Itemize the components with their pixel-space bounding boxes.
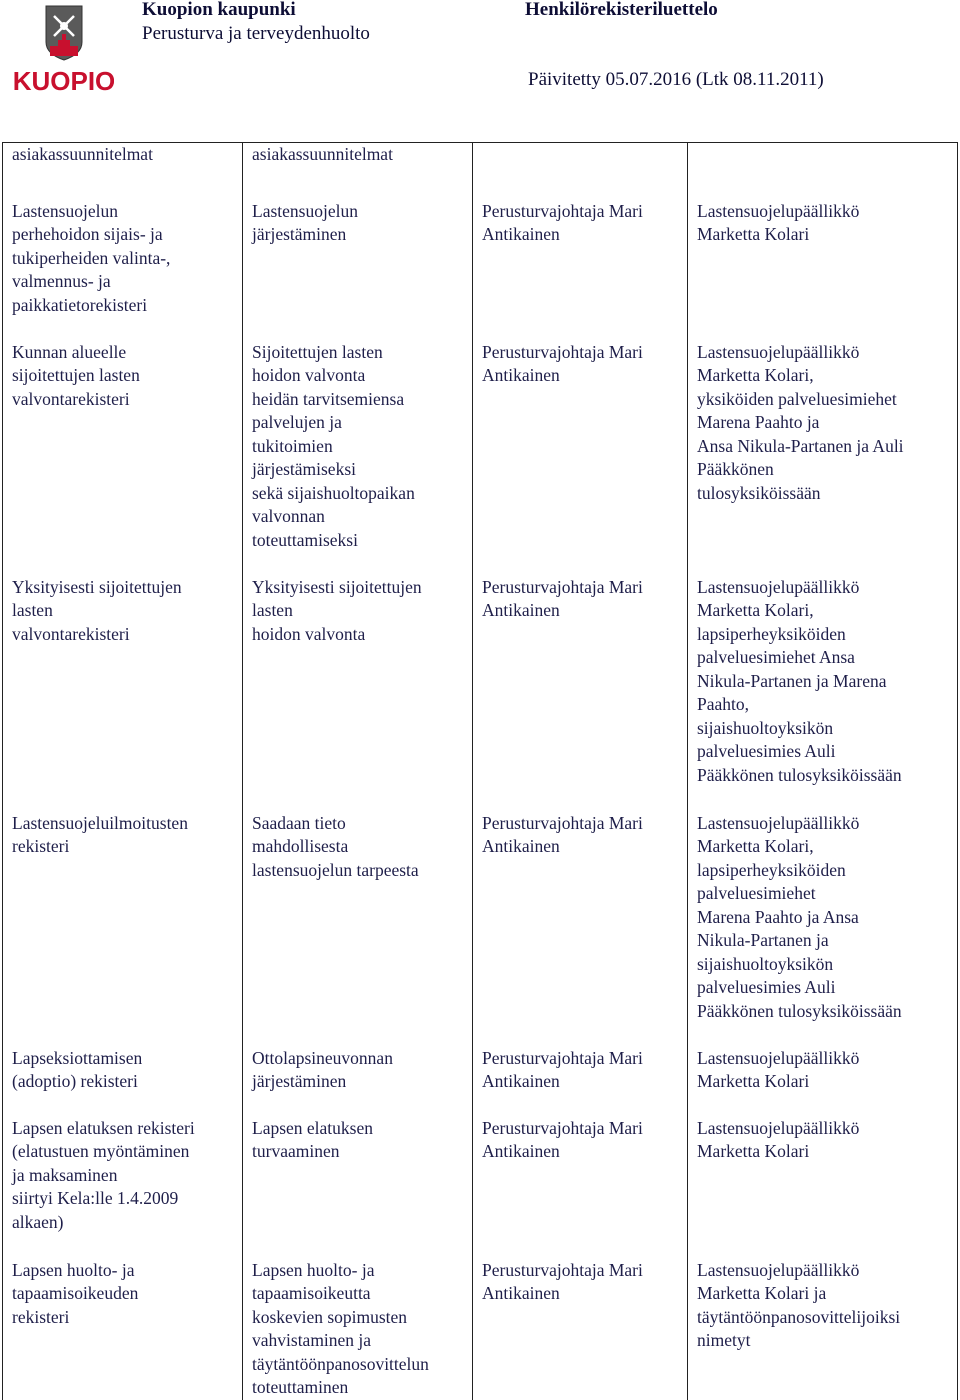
cell-text: Lastensuojelupäällikkö Marketta Kolari, yksiköiden palveluesimiehet Marena Paahto ja Ansa Nikula-Partanen ja Auli Pääkkönen tulosyksiköissään — [697, 341, 904, 503]
cell-text: Kunnan alueelle sijoitettujen lasten valvontarekisteri — [12, 341, 140, 409]
table-row — [3, 1108, 958, 1250]
controller-cell — [473, 1108, 688, 1250]
cell-text: Ottolapsineuvonnan järjestäminen — [252, 1047, 393, 1091]
purpose-cell — [243, 803, 473, 1038]
cell-text: Perusturvajohtaja Mari Antikainen — [482, 200, 643, 244]
table-row — [3, 143, 958, 191]
cell-text: Yksityisesti sijoitettujen lasten hoidon valvonta — [252, 576, 422, 644]
cell-text: Lastensuojelun järjestäminen — [252, 200, 358, 244]
purpose-cell — [243, 1108, 473, 1250]
table-row — [3, 1250, 958, 1400]
cell-text: Lastensuojelun perhehoidon sijais- ja tukiperheiden valinta-, valmennus- ja paikkatietorekisteri — [12, 200, 171, 315]
purpose-cell — [243, 332, 473, 567]
controller-cell — [473, 191, 688, 332]
cell-text: Lapsen huolto- ja tapaamisoikeuden rekisteri — [12, 1259, 139, 1327]
cell-text: asiakassuunnitelmat — [12, 144, 153, 164]
cell-text: Perusturvajohtaja Mari Antikainen — [482, 1259, 643, 1303]
register-name-cell — [3, 1108, 243, 1250]
cell-text: Perusturvajohtaja Mari Antikainen — [482, 576, 643, 620]
table-row — [3, 567, 958, 803]
cell-text: Saadaan tieto mahdollisesta lastensuojelun tarpeesta — [252, 812, 419, 880]
cell-text: Lapseksiottamisen (adoptio) rekisteri — [12, 1047, 143, 1091]
cell-text: Perusturvajohtaja Mari Antikainen — [482, 812, 643, 856]
purpose-cell — [243, 143, 473, 191]
controller-cell — [473, 143, 688, 191]
cell-text: Lapsen elatuksen turvaaminen — [252, 1117, 373, 1161]
register-name-cell — [3, 191, 243, 332]
responsible-person-cell — [688, 143, 958, 191]
coat-of-arms-icon — [14, 2, 114, 96]
cell-text: Perusturvajohtaja Mari Antikainen — [482, 1117, 643, 1161]
kuopio-logo — [14, 2, 114, 96]
controller-cell — [473, 803, 688, 1038]
table-row — [3, 332, 958, 567]
table-row — [3, 1038, 958, 1108]
register-name-cell — [3, 1038, 243, 1108]
purpose-cell — [243, 1250, 473, 1400]
cell-text: Lapsen elatuksen rekisteri (elatustuen myöntäminen ja maksaminen siirtyi Kela:lle 1.4.2009 alkaen) — [12, 1117, 195, 1232]
register-name-cell — [3, 803, 243, 1038]
cell-text: asiakassuunnitelmat — [252, 144, 393, 164]
organization-subtitle: Perusturva ja terveydenhuolto — [142, 23, 370, 44]
purpose-cell — [243, 191, 473, 332]
table-row — [3, 191, 958, 332]
responsible-person-cell — [688, 803, 958, 1038]
purpose-cell — [243, 1038, 473, 1108]
cell-text: Lastensuojelupäällikkö Marketta Kolari, lapsiperheyksiköiden palveluesimiehet Ansa Nikula-Partanen ja Marena Paahto, sijaishuoltoyksikön palveluesimies Auli Pääkkönen tulosyksiköissään — [697, 576, 902, 785]
cell-text: Perusturvajohtaja Mari Antikainen — [482, 1047, 643, 1091]
controller-cell — [473, 1038, 688, 1108]
organization-title: Kuopion kaupunki — [142, 0, 296, 20]
controller-cell — [473, 1250, 688, 1400]
cell-text: Lastensuojelupäällikkö Marketta Kolari ja täytäntöönpanosovittelijoiksi nimetyt — [697, 1259, 901, 1350]
controller-cell — [473, 332, 688, 567]
logo-wordmark: KUOPIO — [14, 66, 114, 96]
cell-text: Lapsen huolto- ja tapaamisoikeutta koskevien sopimusten vahvistaminen ja täytäntöönpanosovittelun toteuttaminen — [252, 1259, 429, 1397]
responsible-person-cell — [688, 332, 958, 567]
responsible-person-cell — [688, 191, 958, 332]
register-name-cell — [3, 143, 243, 191]
responsible-person-cell — [688, 1108, 958, 1250]
register-name-cell — [3, 332, 243, 567]
cell-text: Lastensuojelupäällikkö Marketta Kolari, lapsiperheyksiköiden palveluesimiehet Marena Paahto ja Ansa Nikula-Partanen ja sijaishuoltoyksikön palveluesimies Auli Pääkkönen tulosyksiköissään — [697, 812, 902, 1021]
cell-text: Perusturvajohtaja Mari Antikainen — [482, 341, 643, 385]
cell-text: Yksityisesti sijoitettujen lasten valvontarekisteri — [12, 576, 182, 644]
responsible-person-cell — [688, 567, 958, 803]
cell-text: Lastensuojelupäällikkö Marketta Kolari — [697, 200, 860, 244]
cell-text: Sijoitettujen lasten hoidon valvonta heidän tarvitsemiensa palvelujen ja tukitoimien järjestämiseksi sekä sijaishuoltopaikan valvonnan toteuttamiseksi — [252, 341, 415, 550]
document-title: Henkilörekisteriluettelo — [525, 0, 718, 20]
register-name-cell — [3, 567, 243, 803]
register-name-cell — [3, 1250, 243, 1400]
cell-text: Lastensuojeluilmoitusten rekisteri — [12, 812, 188, 856]
responsible-person-cell — [688, 1038, 958, 1108]
controller-cell — [473, 567, 688, 803]
cell-text: Lastensuojelupäällikkö Marketta Kolari — [697, 1117, 860, 1161]
register-table — [2, 142, 958, 1400]
cell-text: Lastensuojelupäällikkö Marketta Kolari — [697, 1047, 860, 1091]
purpose-cell — [243, 567, 473, 803]
table-row — [3, 803, 958, 1038]
responsible-person-cell — [688, 1250, 958, 1400]
updated-date: Päivitetty 05.07.2016 (Ltk 08.11.2011) — [528, 69, 824, 90]
